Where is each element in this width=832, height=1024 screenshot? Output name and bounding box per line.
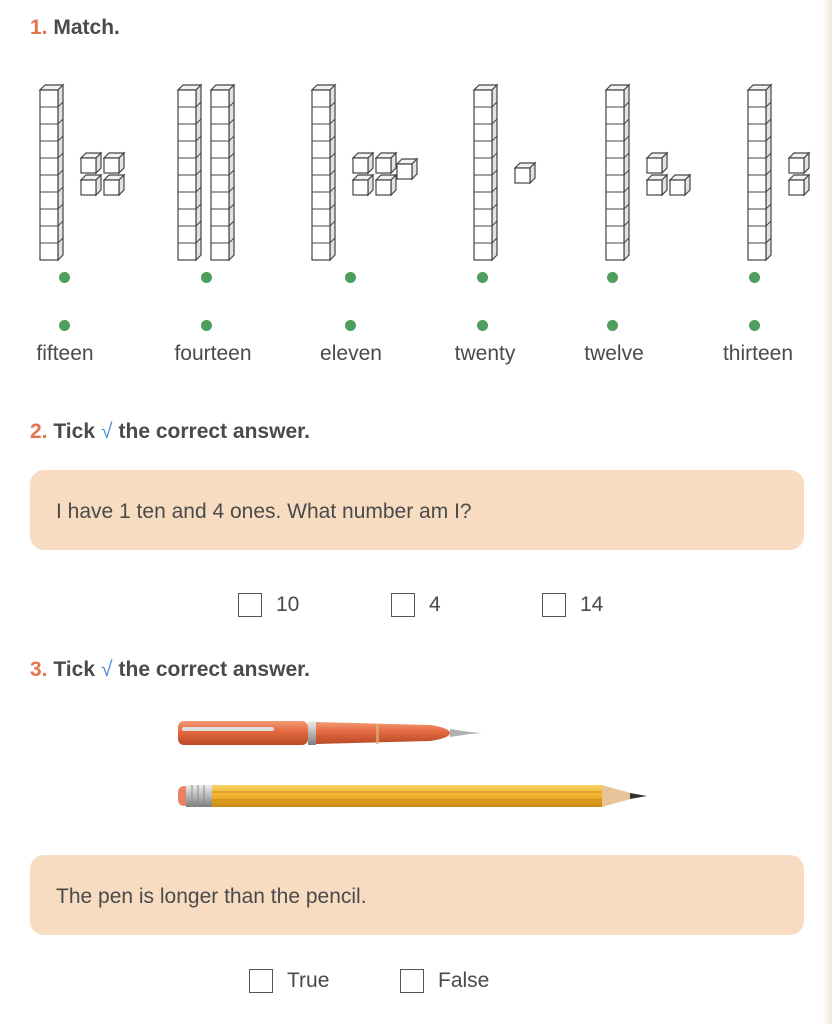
number-word-3: eleven xyxy=(320,342,382,365)
section-2-number: 2. xyxy=(30,420,48,443)
checkbox[interactable] xyxy=(542,593,566,617)
checkbox[interactable] xyxy=(249,969,273,993)
match-dot-top-5[interactable] xyxy=(607,272,618,283)
question-box xyxy=(30,470,804,550)
statement-text: The pen is longer than the pencil. xyxy=(56,885,367,908)
section-2-title-end: the correct answer. xyxy=(118,420,310,443)
ones-cube xyxy=(647,153,667,173)
tens-rod xyxy=(40,85,63,260)
tens-rod xyxy=(312,85,335,260)
section-2-title-start: Tick xyxy=(53,420,96,443)
option-label: False xyxy=(438,969,490,992)
pencil-image xyxy=(178,785,647,807)
match-dot-top-2[interactable] xyxy=(201,272,212,283)
ones-cube xyxy=(81,175,101,195)
answer-option-true[interactable] xyxy=(249,969,329,993)
section-2-heading xyxy=(30,420,310,444)
ones-cube xyxy=(515,163,535,183)
pen-and-pencil-illustration xyxy=(0,700,832,820)
section-3-title-start: Tick xyxy=(53,658,96,681)
tens-rod xyxy=(748,85,771,260)
ones-cube xyxy=(104,175,124,195)
number-word-1: fifteen xyxy=(36,342,94,365)
base-ten-blocks xyxy=(0,80,832,270)
number-word-4: twenty xyxy=(454,342,516,365)
section-1-number: 1. xyxy=(30,16,48,39)
tens-rod xyxy=(178,85,201,260)
section-3-number: 3. xyxy=(30,658,48,681)
tens-rod xyxy=(474,85,497,260)
match-dot-bottom-1[interactable] xyxy=(59,320,70,331)
ones-cube xyxy=(376,153,396,173)
section-3-title-end: the correct answer. xyxy=(118,658,310,681)
ones-cube xyxy=(353,175,373,195)
checkbox[interactable] xyxy=(391,593,415,617)
ones-cube xyxy=(789,175,809,195)
option-label: 14 xyxy=(580,593,604,616)
option-label: 4 xyxy=(429,593,441,616)
pen-image xyxy=(178,721,482,745)
match-dot-top-1[interactable] xyxy=(59,272,70,283)
match-dot-top-3[interactable] xyxy=(345,272,356,283)
match-dot-bottom-3[interactable] xyxy=(345,320,356,331)
option-label: True xyxy=(287,969,330,992)
question-text: I have 1 ten and 4 ones. What number am I? xyxy=(56,500,472,523)
tens-rod xyxy=(211,85,234,260)
answer-option-14[interactable] xyxy=(542,593,603,617)
match-dot-bottom-2[interactable] xyxy=(201,320,212,331)
checkbox[interactable] xyxy=(238,593,262,617)
match-dot-top-4[interactable] xyxy=(477,272,488,283)
checkbox[interactable] xyxy=(400,969,424,993)
answer-option-10[interactable] xyxy=(238,593,299,617)
option-label: 10 xyxy=(276,593,300,616)
tens-rod xyxy=(606,85,629,260)
match-dot-top-6[interactable] xyxy=(749,272,760,283)
match-dot-bottom-4[interactable] xyxy=(477,320,488,331)
section-1-title: Match. xyxy=(53,16,120,39)
number-word-6: thirteen xyxy=(722,342,794,365)
ones-cube xyxy=(353,153,373,173)
ones-cube xyxy=(104,153,124,173)
ones-cube xyxy=(670,175,690,195)
section-3-heading xyxy=(30,658,310,682)
answer-option-4[interactable] xyxy=(391,593,441,617)
tick-icon: √ xyxy=(101,658,113,681)
section-1-heading xyxy=(30,16,120,40)
tick-icon: √ xyxy=(101,420,113,443)
ones-cube xyxy=(81,153,101,173)
statement-box xyxy=(30,855,804,935)
ones-cube xyxy=(647,175,667,195)
match-dot-bottom-5[interactable] xyxy=(607,320,618,331)
ones-cube xyxy=(376,175,396,195)
ones-cube xyxy=(789,153,809,173)
number-word-2: fourteen xyxy=(174,342,252,365)
number-word-5: twelve xyxy=(584,342,644,365)
match-dot-bottom-6[interactable] xyxy=(749,320,760,331)
answer-option-false[interactable] xyxy=(400,969,489,993)
ones-cube xyxy=(397,159,417,179)
